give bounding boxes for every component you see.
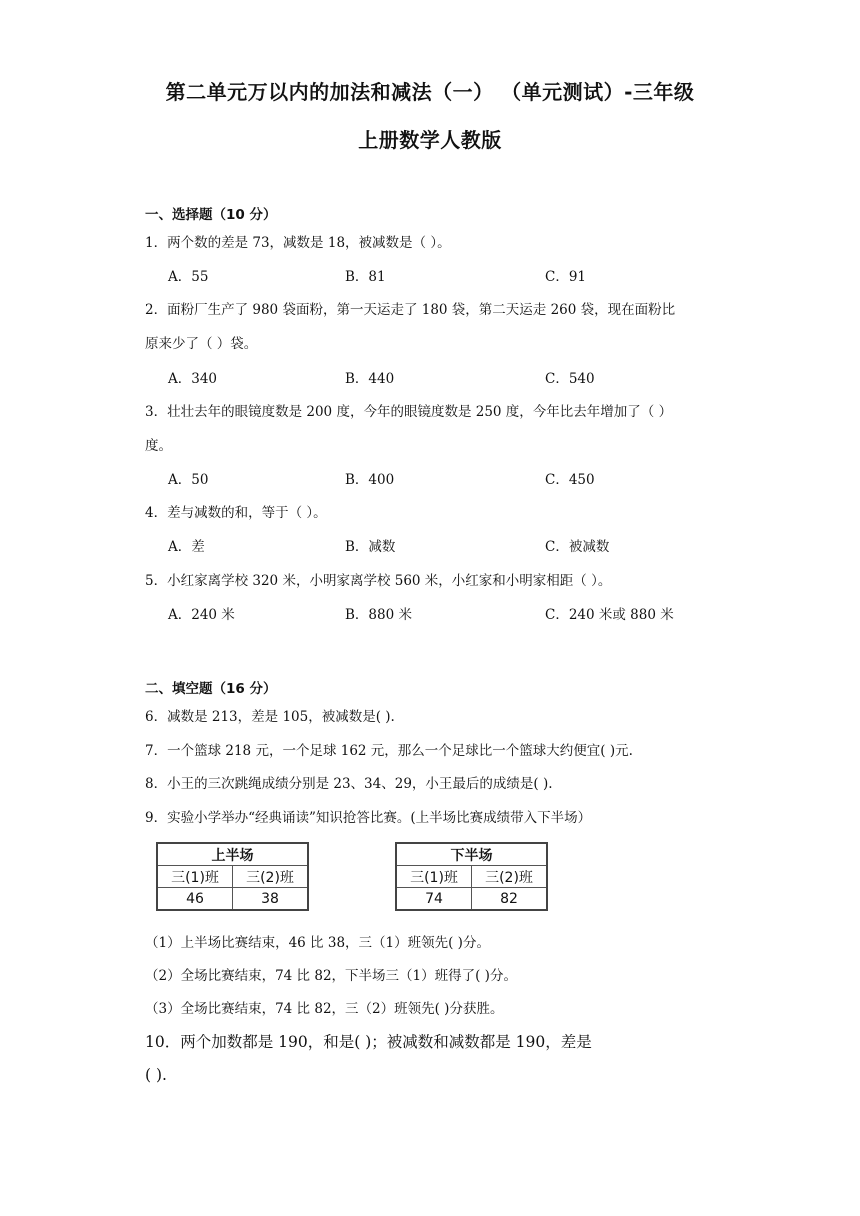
question-5: 5．小红家离学校 320 米，小明家离学校 560 米，小红家和小明家相距（ ）。 (145, 573, 612, 589)
first-half-class1-score: 46 (157, 888, 233, 911)
q1-option-b: B．81 (345, 269, 386, 285)
question-9-part3: （3）全场比赛结束，74 比 82，三（2）班领先( )分获胜。 (145, 1001, 504, 1017)
first-half-class2-score: 38 (233, 888, 309, 911)
first-half-score-table (156, 842, 309, 911)
q5-option-c: C．240 米或 880 米 (545, 607, 674, 623)
q3-option-a: A．50 (168, 472, 209, 488)
question-3-line2: 度。 (145, 438, 172, 454)
second-half-title: 下半场 (396, 843, 547, 866)
q4-option-c: C．被减数 (545, 539, 610, 555)
q1-option-a: A．55 (168, 269, 209, 285)
first-half-title: 上半场 (157, 843, 308, 866)
second-half-class1-score: 74 (396, 888, 472, 911)
question-2-line1: 2．面粉厂生产了 980 袋面粉，第一天运走了 180 袋，第二天运走 260 袋，现在面粉比 (145, 302, 676, 318)
question-2-line2: 原来少了（ ）袋。 (145, 336, 258, 352)
q4-option-b: B．减数 (345, 539, 396, 555)
question-1: 1．两个数的差是 73，减数是 18，被减数是（ ）。 (145, 235, 451, 251)
q3-option-b: B．400 (345, 472, 395, 488)
second-half-class2-score: 82 (472, 888, 548, 911)
q3-option-c: C．450 (545, 472, 595, 488)
q1-option-c: C．91 (545, 269, 587, 285)
question-9-part1: （1）上半场比赛结束，46 比 38，三（1）班领先( )分。 (145, 935, 490, 951)
q2-option-c: C．540 (545, 371, 595, 387)
question-4: 4．差与减数的和，等于（ ）。 (145, 505, 327, 521)
question-9: 9．实验小学举办“经典诵读”知识抢答比赛。(上半场比赛成绩带入下半场） (145, 810, 592, 826)
first-half-class2-header: 三(2)班 (233, 866, 309, 888)
section-heading-choice: 一、选择题（10 分） (145, 207, 277, 223)
section-heading-fill: 二、填空题（16 分） (145, 681, 277, 697)
q2-option-a: A．340 (168, 371, 218, 387)
q5-option-b: B．880 米 (345, 607, 412, 623)
page-title-line2: 上册数学人教版 (358, 128, 502, 152)
page-title-line1: 第二单元万以内的加法和减法（一） （单元测试）-三年级 (165, 80, 695, 104)
second-half-class1-header: 三(1)班 (396, 866, 472, 888)
question-3-line1: 3．壮壮去年的眼镜度数是 200 度，今年的眼镜度数是 250 度，今年比去年增加了（ ） (145, 404, 673, 420)
q4-option-a: A．差 (168, 539, 205, 555)
first-half-class1-header: 三(1)班 (157, 866, 233, 888)
question-10-line2: ( ). (145, 1066, 167, 1084)
question-8: 8．小王的三次跳绳成绩分别是 23、34、29，小王最后的成绩是( ). (145, 776, 553, 792)
question-7: 7．一个篮球 218 元，一个足球 162 元，那么一个足球比一个篮球大约便宜( )元. (145, 743, 633, 759)
q2-option-b: B．440 (345, 371, 395, 387)
question-10-line1: 10．两个加数都是 190，和是( )；被减数和减数都是 190，差是 (145, 1033, 592, 1051)
question-9-part2: （2）全场比赛结束，74 比 82，下半场三（1）班得了( )分。 (145, 968, 517, 984)
q5-option-a: A．240 米 (168, 607, 235, 623)
second-half-score-table (395, 842, 548, 911)
second-half-class2-header: 三(2)班 (472, 866, 548, 888)
question-6: 6．减数是 213，差是 105，被减数是( ). (145, 709, 395, 725)
